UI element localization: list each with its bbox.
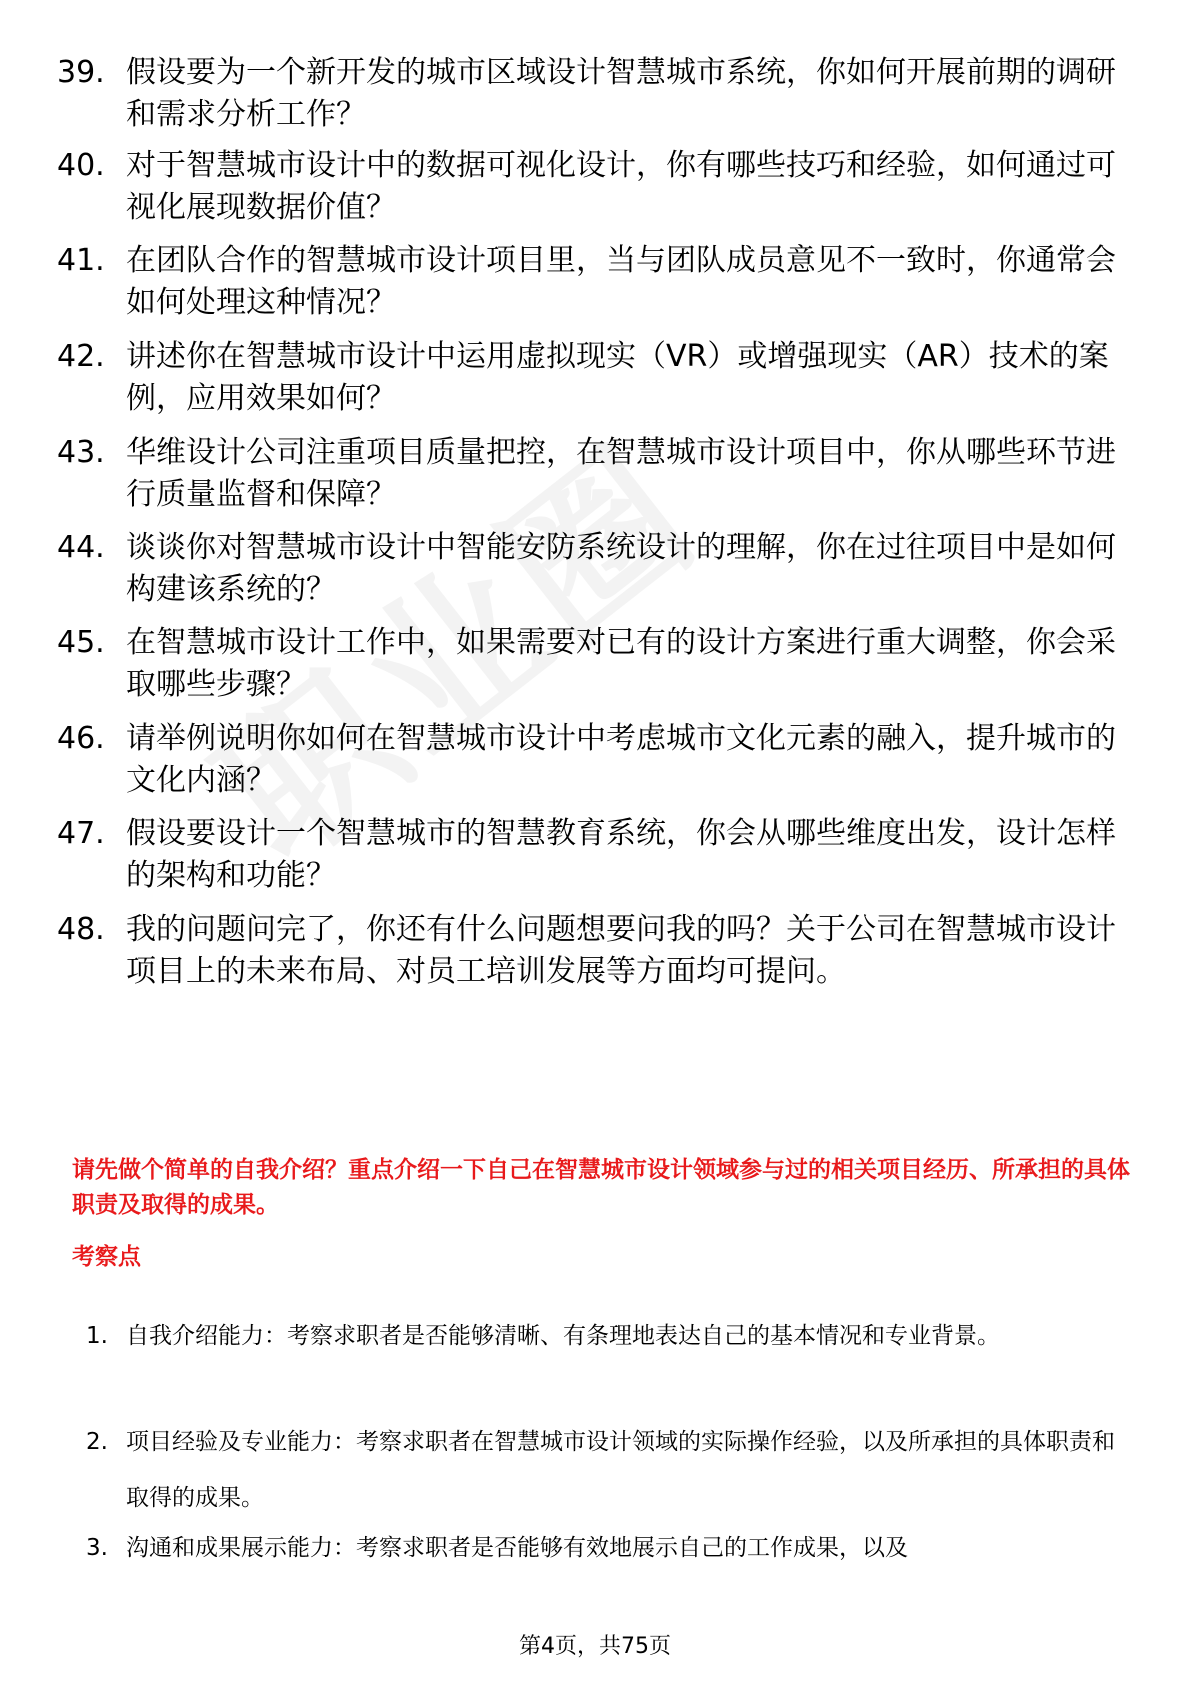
question-text: 讲述你在智慧城市设计中运用虚拟现实（VR）或增强现实（AR）技术的案例，应用效果如何？: [126, 339, 1109, 416]
question-number: 43.: [57, 435, 105, 470]
point-text: 自我介绍能力：考察求职者是否能够清晰、有条理地表达自己的基本情况和专业背景。: [126, 1323, 1000, 1349]
question-text: 对于智慧城市设计中的数据可视化设计，你有哪些技巧和经验，如何通过可视化展现数据价值？: [126, 148, 1116, 225]
question-number: 40.: [57, 148, 105, 183]
highlight-question: 请先做个简单的自我介绍？重点介绍一下自己在智慧城市设计领域参与过的相关项目经历、所承担的具体职责及取得的成果。: [72, 1157, 1130, 1218]
question-text: 谈谈你对智慧城市设计中智能安防系统设计的理解，你在过往项目中是如何构建该系统的？: [126, 530, 1116, 607]
question-text: 我的问题问完了，你还有什么问题想要问我的吗？关于公司在智慧城市设计项目上的未来布局、对员工培训发展等方面均可提问。: [126, 912, 1116, 989]
question-number: 44.: [57, 530, 105, 565]
question-number: 46.: [57, 721, 105, 756]
point-number: 1.: [86, 1323, 108, 1349]
question-number: 42.: [57, 339, 105, 374]
point-text: 沟通和成果展示能力：考察求职者是否能够有效地展示自己的工作成果，以及: [126, 1535, 908, 1561]
question-text: 在智慧城市设计工作中，如果需要对已有的设计方案进行重大调整，你会采取哪些步骤？: [126, 625, 1116, 702]
section-title: 考察点: [72, 1244, 141, 1270]
question-number: 41.: [57, 243, 105, 278]
question-number: 45.: [57, 625, 105, 660]
question-text: 华维设计公司注重项目质量把控，在智慧城市设计项目中，你从哪些环节进行质量监督和保障？: [126, 435, 1116, 512]
question-number: 48.: [57, 912, 105, 947]
question-text: 在团队合作的智慧城市设计项目里，当与团队成员意见不一致时，你通常会如何处理这种情况？: [126, 243, 1116, 320]
page-footer: 第4页，共75页: [519, 1634, 671, 1659]
point-number: 3.: [86, 1535, 108, 1561]
question-text: 假设要为一个新开发的城市区域设计智慧城市系统，你如何开展前期的调研和需求分析工作？: [126, 55, 1116, 132]
point-number: 2.: [86, 1429, 108, 1455]
point-text: 项目经验及专业能力：考察求职者在智慧城市设计领域的实际操作经验，以及所承担的具体职责和取得的成果。: [126, 1429, 1115, 1511]
question-number: 47.: [57, 816, 105, 851]
question-text: 假设要设计一个智慧城市的智慧教育系统，你会从哪些维度出发，设计怎样的架构和功能？: [126, 816, 1116, 893]
question-number: 39.: [57, 55, 105, 90]
question-text: 请举例说明你如何在智慧城市设计中考虑城市文化元素的融入，提升城市的文化内涵？: [126, 721, 1116, 798]
